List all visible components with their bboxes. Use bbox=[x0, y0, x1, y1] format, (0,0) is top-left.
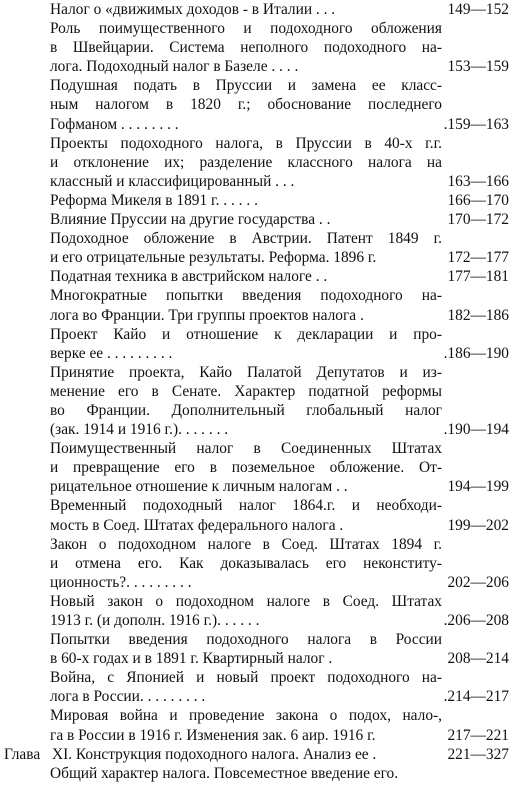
toc-page-range: 153—159 bbox=[447, 58, 509, 76]
toc-entry bbox=[0, 592, 513, 630]
toc-entry bbox=[0, 267, 513, 286]
toc-entry-text: рицательное отношение к личным налогам . . bbox=[50, 478, 348, 496]
toc-entry-line bbox=[0, 726, 513, 745]
toc-page-range: 182—186 bbox=[447, 306, 509, 324]
chapter-prefix: Глава bbox=[4, 745, 41, 763]
toc-entry-line bbox=[0, 76, 513, 95]
toc-page-range: .186—190 bbox=[443, 344, 509, 362]
toc-entry-text: и его отрицательные результаты. Реформа. 1896 г. bbox=[50, 249, 377, 267]
toc-page-range: 177—181 bbox=[447, 268, 509, 286]
toc-entry-line bbox=[0, 191, 513, 210]
toc-entry-line bbox=[0, 344, 513, 363]
toc-entry-line bbox=[0, 401, 513, 420]
toc-entry-line bbox=[0, 38, 513, 57]
toc-entry bbox=[0, 764, 513, 783]
toc-entry-line bbox=[0, 496, 513, 515]
toc-page-range: 166—170 bbox=[447, 191, 509, 209]
toc-entry bbox=[0, 210, 513, 229]
toc-page-range: .206—208 bbox=[443, 612, 509, 629]
toc-entry bbox=[0, 668, 513, 706]
toc-entry bbox=[0, 286, 513, 324]
toc-entry-line bbox=[0, 458, 513, 477]
toc-entry-line bbox=[0, 57, 513, 76]
toc-entry-text: менение его в Сенате. Характер податной реформы bbox=[50, 382, 442, 400]
toc-entry-text: Гофманом . . . . . . . . bbox=[50, 115, 179, 133]
toc-entry-text: Многократные попытки введения подоходного на- bbox=[50, 287, 442, 305]
toc-page-range: 217—221 bbox=[447, 726, 509, 744]
toc-entry-line bbox=[0, 172, 513, 191]
toc-entry-text: 1913 г. (и дополн. 1916 г.). . . . . . bbox=[50, 612, 260, 629]
toc-entry-line bbox=[0, 649, 513, 668]
toc-page-range: 208—214 bbox=[447, 650, 509, 668]
toc-entry bbox=[0, 229, 513, 267]
toc-page-range: .190—194 bbox=[443, 421, 509, 439]
toc-page-range: 149—152 bbox=[447, 1, 509, 18]
toc-page-range: 202—206 bbox=[447, 573, 509, 591]
toc-entry-line bbox=[0, 516, 513, 535]
toc-entry-line bbox=[0, 554, 513, 573]
toc-entry-text: верке ее . . . . . . . . . bbox=[50, 344, 173, 362]
toc-entry-text: Поимущественный налог в Соединенных Штатах bbox=[50, 440, 442, 458]
toc-page-range: 194—199 bbox=[447, 478, 509, 496]
toc-entry-text: и превращение его в поземельное обложение. От- bbox=[50, 459, 442, 477]
toc-entry-line bbox=[0, 286, 513, 305]
toc-entry-line bbox=[0, 325, 513, 344]
toc-entry-text: Попытки введения подоходного налога в России bbox=[50, 631, 442, 649]
toc-entry bbox=[0, 535, 513, 592]
toc-entry-line bbox=[0, 0, 513, 19]
toc-entry-line bbox=[0, 134, 513, 153]
toc-entry bbox=[0, 325, 513, 363]
toc-entry-text: Мировая война и проведение закона о подох, нало-, bbox=[50, 707, 442, 725]
toc-entry-line bbox=[0, 420, 513, 439]
toc-entry bbox=[0, 0, 513, 19]
toc-entry-line bbox=[0, 19, 513, 38]
toc-entry-line bbox=[0, 592, 513, 611]
toc-entry-text: (зак. 1914 и 1916 г.). . . . . . . bbox=[50, 421, 229, 439]
toc-entry-text: мость в Соед. Штатах федерального налога . bbox=[50, 516, 344, 534]
toc-entry bbox=[0, 19, 513, 76]
toc-entry-line bbox=[0, 363, 513, 382]
toc-entry-text: во Франции. Дополнительный глобальный налог bbox=[50, 401, 442, 419]
toc-entry-text: Влияние Пруссии на другие государства . . bbox=[50, 211, 331, 229]
toc-entry-line bbox=[0, 115, 513, 134]
toc-entry-text: и отмена его. Как доказывалась его неконститу- bbox=[50, 554, 442, 572]
toc-entry-line bbox=[0, 477, 513, 496]
toc-entry-text: Реформа Микеля в 1891 г. . . . . . bbox=[50, 191, 258, 209]
toc-entry-line bbox=[0, 306, 513, 325]
toc-entry-line bbox=[0, 764, 513, 783]
toc-entry-text: лога. Подоходный налог в Базеле . . . . bbox=[50, 58, 299, 76]
toc-entry-text: и отклонение их; разделение классного налога на bbox=[50, 153, 442, 171]
toc-entry-text: Принятие проекта, Кайо Палатой Депутатов и из- bbox=[50, 363, 442, 381]
toc-entry bbox=[0, 134, 513, 191]
toc-entry-line bbox=[0, 630, 513, 649]
toc-entry-line bbox=[0, 687, 513, 706]
toc-entry-text: в Швейцарии. Система неполного подоходного на- bbox=[50, 39, 442, 57]
toc-entry-line bbox=[0, 210, 513, 229]
toc-entry bbox=[0, 76, 513, 133]
toc-entry-text: Война, с Японией и новый проект подоходного на- bbox=[50, 669, 442, 687]
toc-entry-text: в 60-х годах и в 1891 г. Квартирный налог . bbox=[50, 650, 333, 668]
toc-entry-line bbox=[0, 248, 513, 267]
toc-chapter-entry bbox=[0, 745, 513, 764]
toc-entry-text: Роль поимущественного и подоходного обложения bbox=[50, 20, 442, 38]
toc-entry bbox=[0, 496, 513, 534]
toc-page-range: 172—177 bbox=[447, 249, 509, 267]
toc-entry-text: Подоходное обложение в Австрии. Патент 1849 г. bbox=[50, 230, 442, 248]
toc-entry bbox=[0, 363, 513, 439]
toc-entry-text: Временный подоходный налог 1864.г. и необходи- bbox=[50, 497, 442, 515]
toc-entry-line bbox=[0, 668, 513, 687]
toc-entry bbox=[0, 439, 513, 496]
toc-entry-text: га в России в 1916 г. Изменения зак. 6 аир. 1916 г. bbox=[50, 726, 376, 744]
toc-entry-line bbox=[0, 706, 513, 725]
toc-entry-line bbox=[0, 611, 513, 630]
toc-entry-text: Налог о «движимых доходов - в Италии . . . bbox=[50, 1, 336, 18]
toc-entry-text: Подушная подать в Пруссии и замена ее класс- bbox=[50, 77, 442, 95]
toc-entry-line bbox=[0, 267, 513, 286]
toc-entry bbox=[0, 630, 513, 668]
toc-entry-text: лога во Франции. Три группы проектов налога . bbox=[50, 306, 364, 324]
toc-page-range: 163—166 bbox=[447, 172, 509, 190]
toc-entry-line bbox=[0, 229, 513, 248]
toc-entry-text: Общий характер налога. Повсеместное введение его. bbox=[50, 764, 399, 782]
toc-entry-line bbox=[0, 95, 513, 114]
toc-entry bbox=[0, 706, 513, 744]
toc-entry-text: Закон о подоходном налоге в Соед. Штатах 1894 г. bbox=[50, 535, 442, 553]
toc-entry-line bbox=[0, 153, 513, 172]
toc-page-range: .159—163 bbox=[443, 115, 509, 133]
toc-entry-line bbox=[0, 745, 513, 764]
toc-entry-text: ным налогом в 1820 г.; обоснование последнего bbox=[50, 96, 442, 114]
toc-page-range: 199—202 bbox=[447, 516, 509, 534]
toc-entry-text: лога в России. . . . . . . . . bbox=[50, 688, 206, 706]
toc-entry-text: Податная техника в австрийском налоге . . bbox=[50, 268, 328, 286]
toc-entry-line bbox=[0, 382, 513, 401]
toc-entry-text: классный и классифицированный . . . bbox=[50, 172, 295, 190]
toc-entry-text: Новый закон о подоходном налоге в Соед. Штатах bbox=[50, 592, 442, 610]
toc-entry-line bbox=[0, 535, 513, 554]
toc-page-range: .214—217 bbox=[443, 688, 509, 706]
toc-entry-line bbox=[0, 439, 513, 458]
toc-entry-text: XI. Конструкция подоходного налога. Анализ ее . bbox=[52, 745, 377, 763]
toc-entry-text: ционность?. . . . . . . . . bbox=[50, 573, 192, 591]
toc-entry-text: Проект Кайо и отношение к декларации и про- bbox=[50, 325, 442, 343]
toc-page-range: 170—172 bbox=[447, 211, 509, 229]
toc-entry bbox=[0, 191, 513, 210]
toc-entry-line bbox=[0, 573, 513, 592]
toc-entry-text: Проекты подоходного налога, в Пруссии в 40-х г.г. bbox=[50, 134, 442, 152]
toc-page-range: 221—327 bbox=[447, 745, 509, 763]
